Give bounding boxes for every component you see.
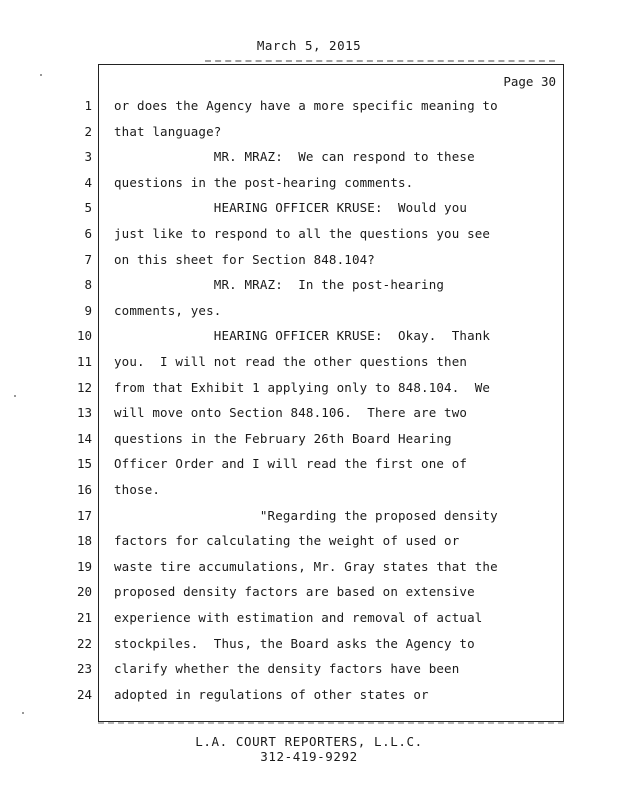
reporter-name: L.A. COURT REPORTERS, L.L.C. bbox=[195, 734, 423, 749]
scan-speck bbox=[40, 74, 42, 76]
transcript-line: or does the Agency have a more specific meaning to bbox=[114, 98, 498, 113]
transcript-line: Officer Order and I will read the first one of bbox=[114, 456, 468, 471]
transcript-line: on this sheet for Section 848.104? bbox=[114, 252, 375, 267]
transcript-line: proposed density factors are based on extensive bbox=[114, 584, 475, 599]
line-number: 11 bbox=[76, 354, 92, 369]
line-number: 5 bbox=[84, 200, 92, 215]
line-number: 17 bbox=[76, 508, 92, 523]
transcript-line: questions in the post-hearing comments. bbox=[114, 175, 414, 190]
line-number: 18 bbox=[76, 533, 92, 548]
line-number: 1 bbox=[84, 98, 92, 113]
scan-speck bbox=[14, 395, 16, 397]
line-number: 20 bbox=[76, 584, 92, 599]
transcript-line: HEARING OFFICER KRUSE: Would you bbox=[114, 200, 468, 215]
transcript-line: from that Exhibit 1 applying only to 848.104. We bbox=[114, 380, 491, 395]
line-number: 14 bbox=[76, 431, 92, 446]
line-number: 10 bbox=[76, 328, 92, 343]
transcript-line: adopted in regulations of other states or bbox=[114, 687, 429, 702]
line-number: 15 bbox=[76, 456, 92, 471]
transcript-line: factors for calculating the weight of used or bbox=[114, 533, 460, 548]
line-number: 9 bbox=[84, 303, 92, 318]
line-number: 24 bbox=[76, 687, 92, 702]
line-number: 16 bbox=[76, 482, 92, 497]
transcript-line: waste tire accumulations, Mr. Gray states that the bbox=[114, 559, 498, 574]
frame-bottom-scan-artifact bbox=[98, 722, 564, 727]
line-number: 2 bbox=[84, 124, 92, 139]
transcript-line: you. I will not read the other questions then bbox=[114, 354, 468, 369]
line-number: 21 bbox=[76, 610, 92, 625]
transcript-line: HEARING OFFICER KRUSE: Okay. Thank bbox=[114, 328, 491, 343]
scan-speck bbox=[22, 712, 24, 714]
transcript-line: comments, yes. bbox=[114, 303, 222, 318]
line-number: 19 bbox=[76, 559, 92, 574]
line-number: 22 bbox=[76, 636, 92, 651]
line-number: 13 bbox=[76, 405, 92, 420]
transcript-line: will move onto Section 848.106. There are two bbox=[114, 405, 468, 420]
transcript-line: MR. MRAZ: In the post-hearing bbox=[114, 277, 445, 292]
line-number: 8 bbox=[84, 277, 92, 292]
reporter-phone: 312-419-9292 bbox=[260, 749, 358, 764]
transcript-line: just like to respond to all the questions you see bbox=[114, 226, 491, 241]
line-number: 7 bbox=[84, 252, 92, 267]
transcript-line: "Regarding the proposed density bbox=[114, 508, 498, 523]
transcript-line: clarify whether the density factors have been bbox=[114, 661, 460, 676]
line-number: 23 bbox=[76, 661, 92, 676]
transcript-date: March 5, 2015 bbox=[256, 38, 362, 53]
line-number: 3 bbox=[84, 149, 92, 164]
transcript-line: stockpiles. Thus, the Board asks the Agency to bbox=[114, 636, 475, 651]
line-number: 6 bbox=[84, 226, 92, 241]
line-number: 12 bbox=[76, 380, 92, 395]
transcript-line: experience with estimation and removal of actual bbox=[114, 610, 483, 625]
page-number: Page 30 bbox=[503, 74, 556, 89]
transcript-line: MR. MRAZ: We can respond to these bbox=[114, 149, 475, 164]
transcript-line: those. bbox=[114, 482, 161, 497]
transcript-line: questions in the February 26th Board Hearing bbox=[114, 431, 452, 446]
transcript-line: that language? bbox=[114, 124, 222, 139]
line-number: 4 bbox=[84, 175, 92, 190]
